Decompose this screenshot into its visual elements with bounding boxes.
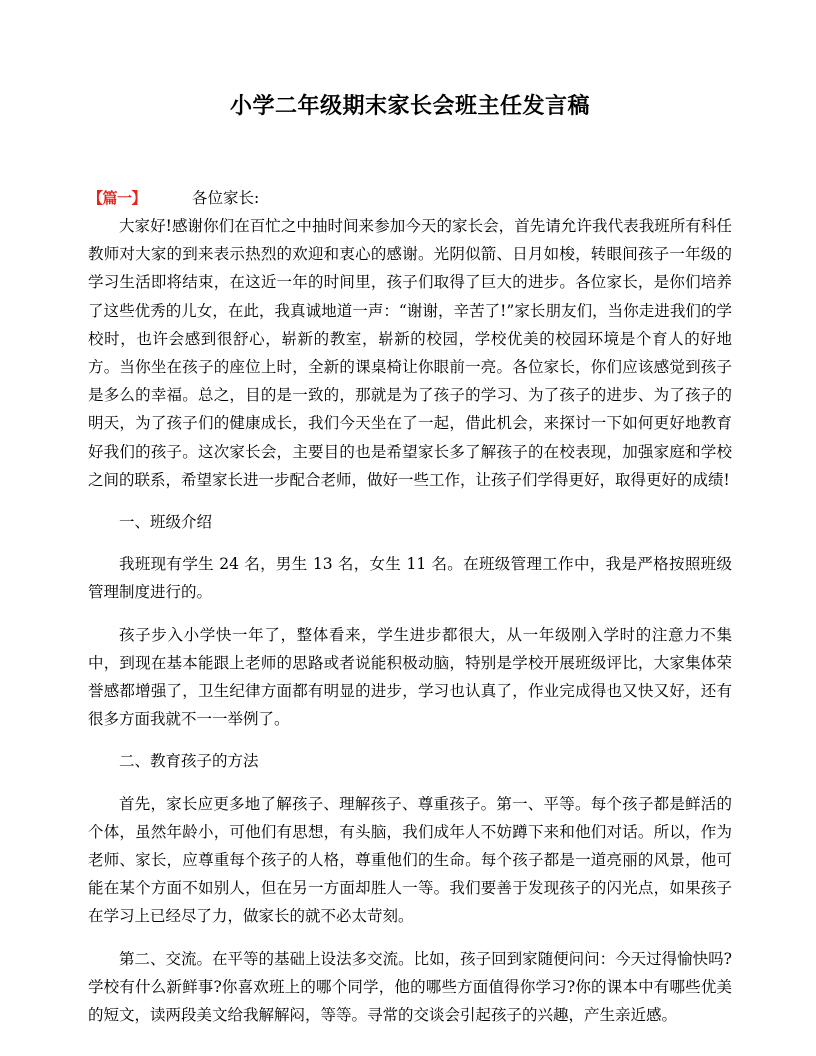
- section-heading: 一、班级介绍: [119, 513, 213, 532]
- salutation-text: 各位家长:: [192, 189, 260, 207]
- paragraph-container: [88, 212, 732, 1029]
- chapter-tag-badge: 【篇一】: [88, 189, 147, 207]
- document-content: [88, 0, 732, 1029]
- section-heading: 二、教育孩子的方法: [119, 752, 259, 771]
- body-paragraph: 首先，家长应更多地了解孩子、理解孩子、尊重孩子。第一、平等。每个孩子都是鲜活的个体，虽然年龄小，可他们有思想，有头脑，我们成年人不妨蹲下来和他们对话。所以，作为老师、家长，应尊重每个孩子的人格，尊重他们的生命。每个孩子都是一道亮丽的风景，他可能在某个方面不如别人，但在另一方面却胜人一等。我们要善于发现孩子的闪光点，如果孩子在学习上已经尽了力，做家长的就不必太苛刻。: [88, 794, 732, 926]
- tag-and-salutation-line: [88, 184, 732, 212]
- body-paragraph: 第二、交流。在平等的基础上设法多交流。比如，孩子回到家随便问问：今天过得愉快吗?学校有什么新鲜事?你喜欢班上的哪个同学，他的哪些方面值得你学习?你的课本中有哪些优美的短文，读两段美文给我解解闷，等等。寻常的交谈会引起孩子的兴趣，产生亲近感。: [88, 949, 732, 1025]
- body-paragraph: 大家好!感谢你们在百忙之中抽时间来参加今天的家长会，首先请允许我代表我班所有科任教师对大家的到来表示热烈的欢迎和衷心的感谢。光阴似箭、日月如梭，转眼间孩子一年级的学习生活即将结束，在这近一年的时间里，孩子们取得了巨大的进步。各位家长，是你们培养了这些优秀的儿女，在此，我真诚地道一声：“谢谢，辛苦了!”家长朋友们，当你走进我们的学校时，也许会感到很舒心，崭新的教室，崭新的校园，学校优美的校园环境是个育人的好地方。当你坐在孩子的座位上时，全新的课桌椅让你眼前一亮。各位家长，你们应该感觉到孩子是多么的幸福。总之，目的是一致的，那就是为了孩子的学习、为了孩子的进步、为了孩子的明天，为了孩子们的健康成长，我们今天坐在了一起，借此机会，来探讨一下如何更好地教育好我们的孩子。这次家长会，主要目的也是希望家长多了解孩子的在校表现，加强家庭和学校之间的联系，希望家长进一步配合老师，做好一些工作，让孩子们学得更好，取得更好的成绩!: [88, 217, 732, 489]
- page-title: 小学二年级期末家长会班主任发言稿: [229, 94, 590, 119]
- body-paragraph: 孩子步入小学快一年了，整体看来，学生进步都很大，从一年级刚入学时的注意力不集中，到现在基本能跟上老师的思路或者说能积极动脑，特别是学校开展班级评比，大家集体荣誉感都增强了，卫生纪律方面都有明显的进步，学习也认真了，作业完成得也又快又好，还有很多方面我就不一一举例了。: [88, 625, 732, 729]
- body-paragraph: 我班现有学生 24 名，男生 13 名，女生 11 名。在班级管理工作中，我是严格按照班级管理制度进行的。: [88, 555, 732, 602]
